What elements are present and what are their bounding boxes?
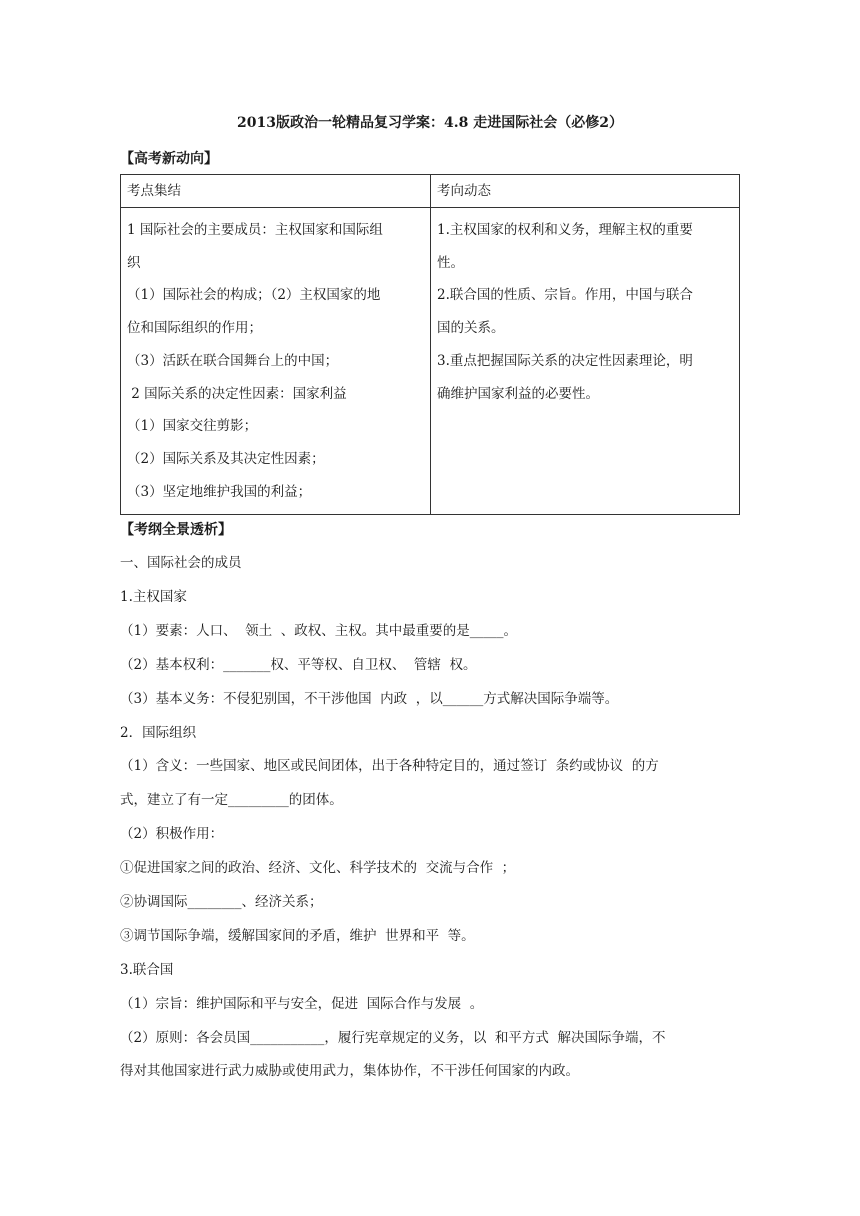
- cell-line: 位和国际组织的作用；: [127, 320, 262, 337]
- table-header-cell: 考点集结: [121, 175, 431, 208]
- body-text-line: （2）积极作用：: [120, 826, 224, 842]
- cell-line: 1.主权国家的权利和义务，理解主权的重要: [437, 222, 693, 238]
- cell-line: （3）活跃在联合国舞台上的中国；: [127, 352, 339, 369]
- cell-line: 织: [127, 254, 141, 271]
- section-heading-new-trends: 【高考新动向】: [120, 151, 218, 167]
- cell-line: （2）国际关系及其决定性因素；: [127, 450, 325, 467]
- heading-members: 一、国际社会的成员: [120, 555, 242, 571]
- cell-line: 2.联合国的性质、宗旨。作用，中国与联合: [437, 287, 693, 304]
- body-text-line: （1）要素：人口、 领土 、政权、主权。其中最重要的是_____。: [120, 623, 518, 639]
- body-text-line: 式，建立了有一定_________的团体。: [120, 792, 343, 808]
- cell-line: （1）国家交往剪影；: [127, 418, 258, 435]
- heading-intl-orgs: 2．国际组织: [120, 725, 197, 741]
- table-header-cell: 考向动态: [431, 175, 740, 208]
- cell-line: 国的关系。: [437, 320, 505, 337]
- body-text-line: 得对其他国家进行武力威胁或使用武力，集体协作，不干涉任何国家的内政。: [120, 1063, 579, 1079]
- table-header-row: [121, 175, 740, 208]
- body-text-line: （3）基本义务：不侵犯别国，不干涉他国 内政 ，以______方式解决国际争端等。: [120, 691, 619, 707]
- document-title: 2013版政治一轮精品复习学案：4.8 走进国际社会（必修2）: [237, 115, 623, 131]
- body-text-line: （1）宗旨：维护国际和平与安全，促进 国际合作与发展 。: [120, 996, 484, 1012]
- exam-trends-cell: [431, 208, 740, 515]
- cell-line: 3.重点把握国际关系的决定性因素理论，明: [437, 352, 693, 369]
- body-text-line: ③调节国际争端，缓解国家间的矛盾，维护 世界和平 等。: [120, 928, 475, 944]
- cell-line: （3）坚定地维护我国的利益；: [127, 483, 312, 500]
- section-heading-outline: 【考纲全景透析】: [120, 522, 232, 538]
- heading-un: 3.联合国: [120, 962, 174, 978]
- table-row: [121, 208, 740, 515]
- cell-line: 2 国际关系的决定性因素：国家利益: [127, 385, 347, 402]
- cell-line: 性。: [437, 254, 464, 271]
- body-text-line: （2）原则：各会员国___________，履行宪章规定的义务，以 和平方式 解决国际争端，不: [120, 1030, 666, 1046]
- cell-line: 1 国际社会的主要成员：主权国家和国际组: [127, 222, 383, 238]
- body-text-line: ②协调国际________、经济关系；: [120, 894, 323, 910]
- exam-points-table: [120, 174, 740, 515]
- body-text-line: ①促进国家之间的政治、经济、文化、科学技术的 交流与合作 ；: [120, 860, 516, 876]
- body-text-line: （1）含义：一些国家、地区或民间团体，出于各种特定目的，通过签订 条约或协议 的方: [120, 758, 659, 774]
- exam-points-cell: [121, 208, 431, 515]
- heading-sovereign-states: 1.主权国家: [120, 589, 187, 605]
- cell-line: （1）国际社会的构成；（2）主权国家的地: [127, 287, 381, 304]
- body-text-line: （2）基本权利：_______权、平等权、自卫权、 管辖 权。: [120, 657, 477, 673]
- cell-line: 确维护国家利益的必要性。: [437, 385, 599, 402]
